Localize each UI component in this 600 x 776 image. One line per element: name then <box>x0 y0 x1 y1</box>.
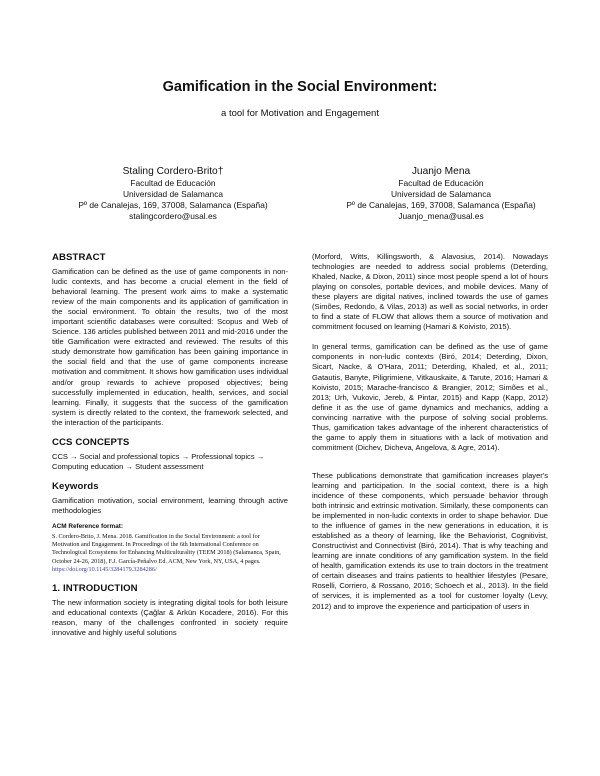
paper-subtitle: a tool for Motivation and Engagement <box>221 108 379 119</box>
ccs-heading: CCS CONCEPTS <box>52 436 130 448</box>
author-block-1 <box>48 165 298 222</box>
body-paragraph-2: In general terms, gamification can be defined as the use of game components in non-ludic contexts (Biró, 2014; Deterding, Dixon, Sicart, Nacke, & O'Hara, 2011; Deterding, Khaled, et al., 2011; Gatautis, Banyte, Piligrimiene, Vitkauskaite, & Tarute, 2016; Hamari & Koivisto, 2015; Marache-francisco & Brangier, 2012; Simões et al., 2013; Urh, Vukovic, Jereb, & Pintar, 2015) and Kapp (Kapp, 2012) define it as the use of game dynamics and mechanics, adding a convincing narrative with the purpose of solving social problems. Thus, gamification takes advantage of the inherent characteristics of the game to apply them in situations with a lack of motivation and commitment (Dichev, Dicheva, Angelova, & Agre, 2014). <box>312 342 548 452</box>
acm-reference-text <box>52 533 288 574</box>
body-paragraph-3: These publications demonstrate that gamification increases player's learning and participation. In the social context, there is a high incidence of these components, which persuade behavior through both intrinsic and extrinsic motivation. Similarly, these components can be implemented in non-ludic contexts in order to shape behavior. Due to the influence of games in the new generations in education, it is established as a theory of learning, like the Behaviorist, Cognitivist, Constructivist and Connectivist (Biró, 2014). That is why teaching and learning are innate conditions of any gamification system. In the field of health, gamification extends its use to train doctors in the treatment of certain diseases and trains patients to healthier lifestyles (Pesare, Roselli, Corriero, & Rossano, 2016; Schoech et al., 2013). In the field of services, it is implemented as a tool for customer loyalty (Levy, 2012) and to improve the experience and participation of users in <box>312 470 548 611</box>
left-column <box>52 252 288 638</box>
author-block-2 <box>316 165 566 222</box>
author-university: Universidad de Salamanca <box>122 189 224 199</box>
author-name: Juanjo Mena <box>411 166 471 177</box>
author-address: Pº de Canalejas, 169, 37008, Salamanca (España) <box>78 200 268 210</box>
doi-link[interactable]: https://doi.org/10.1145/3284179.3284286/ <box>52 565 157 573</box>
keywords-text: Gamification motivation, social environment, learning through active methodologies <box>52 495 288 515</box>
body-paragraph-1: (Morford, Witts, Killingsworth, & Alavosius, 2014). Nowadays technologies are needed to address social problems (Deterding, Khaled, Nacke, & Dixon, 2011) since most people spend a lot of hours playing on consoles, portable devices, and mobile devices. Many of these players are digital natives, inclined towards the use of games (Simões, Redondo, & Vilas, 2013) as well as social networks, in order to find a state of FLOW that allows them a source of motivation and commitment focused on learning (Hamari & Koivisto, 2015). <box>312 252 548 332</box>
keywords-heading: Keywords <box>52 480 99 492</box>
right-column <box>312 252 548 622</box>
author-department: Facultad de Educación <box>398 178 484 188</box>
abstract-text: Gamification can be defined as the use of game components in non-ludic contexts, and has become a crucial element in the field of behavioral learning. The present work aims to make a systematic review of the main components and its application of gamification in the social environment. To obtain the results, two of the most important scientific databases were consulted: Scopus and Web of Science. 136 articles published between 2011 and mid-2016 under the title Gamification were extracted and reviewed. The results of this study demonstrate how gamification has been gaining importance in the social field and that the use of game components increase motivation and commitment. It shows how gamification uses individual and/or group rewards to achieve proposed objectives; being successfully implemented in education, health, services, and social learning. Finally, it suggests that the success of the gamification system is directly related to the context, the framework selected, and the interaction of the participants. <box>52 267 288 427</box>
author-name: Staling Cordero-Brito† <box>122 166 224 177</box>
ccs-concepts: CCS → Social and professional topics → Professional topics → Computing education → Student assessment <box>52 451 265 471</box>
abstract-heading: ABSTRACT <box>52 252 106 263</box>
introduction-heading: 1. INTRODUCTION <box>52 582 138 594</box>
author-email[interactable]: Juanjo_mena@usal.es <box>398 211 484 221</box>
author-university: Universidad de Salamanca <box>390 189 492 199</box>
author-address: Pº de Canalejas, 169, 37008, Salamanca (España) <box>346 200 536 210</box>
introduction-text: The new information society is integrating digital tools for both leisure and educational contexts (Çağlar & Arkün Kocadere, 2016). For this reason, many of the challenges confronted in society require innovative and highly useful solutions <box>52 597 288 638</box>
author-email[interactable]: stalingcordero@usal.es <box>129 211 217 221</box>
paper-title: Gamification in the Social Environment: <box>162 79 438 95</box>
acm-reference-heading: ACM Reference format: <box>52 522 124 530</box>
author-department: Facultad de Educación <box>130 178 216 188</box>
acm-reference-citation: S. Cordero-Brito, J. Mena. 2018. Gamification in the Social Environment: a tool for Motivation and Engagement. In Proceedings of the 6th International Conference on Technological Ecosystems for Enhancing Multiculturality (TEEM 2018) (Salamanca, Spain, October 24-26, 2018), F.J. García-Peñalvo Ed. ACM, New York, NY, USA, 4 pages. <box>52 532 281 565</box>
